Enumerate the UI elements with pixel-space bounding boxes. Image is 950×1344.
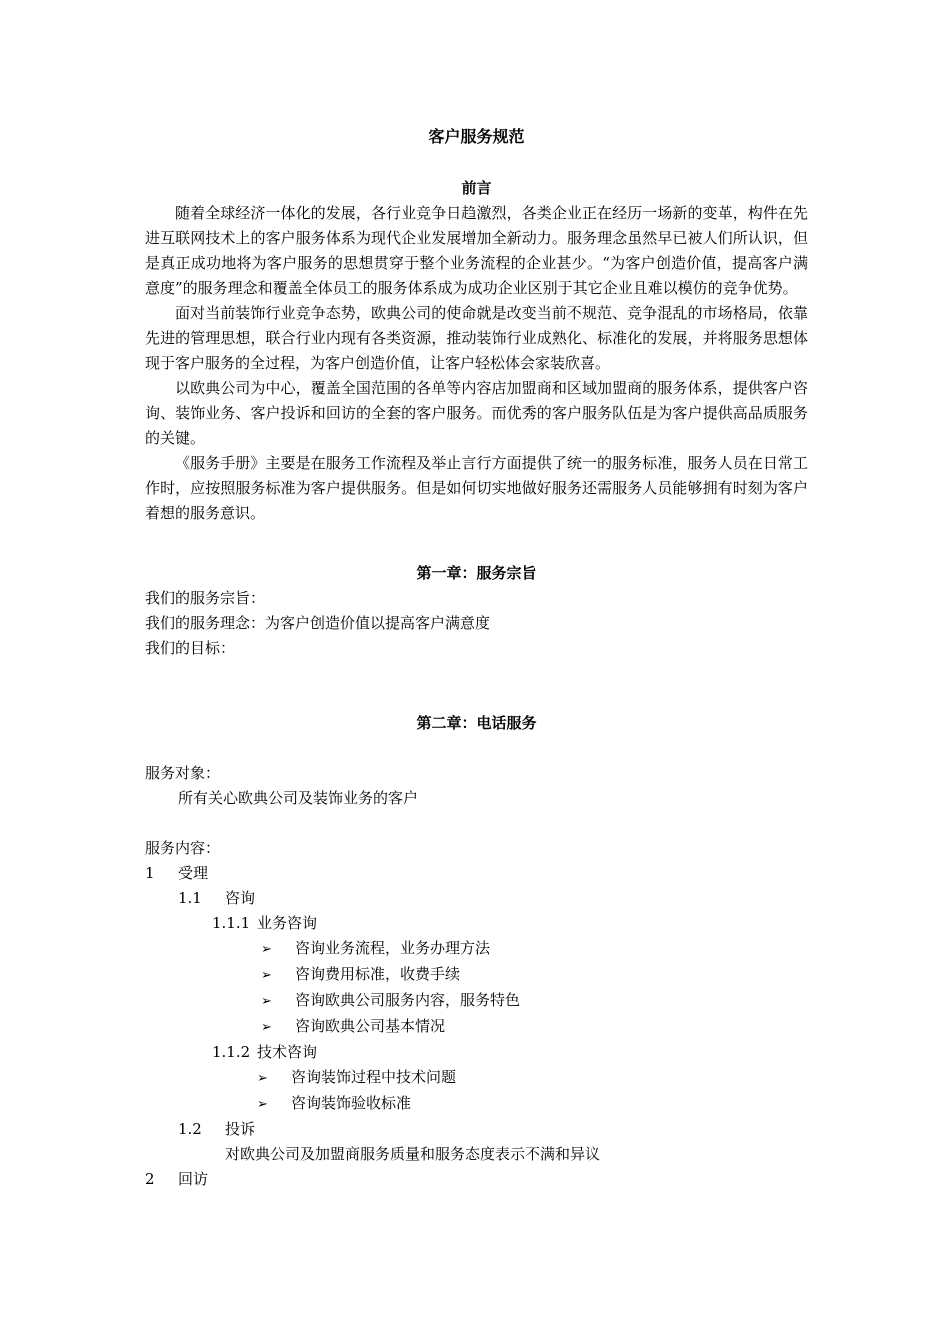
- bullet-text: 咨询装饰验收标准: [291, 1094, 412, 1112]
- spacer: [145, 526, 808, 561]
- list-item-level1: [145, 1167, 808, 1192]
- list-item-level2: [145, 886, 808, 911]
- complaint-description: 对欧典公司及加盟商服务质量和服务态度表示不满和异议: [225, 1145, 601, 1163]
- list-item-level3: [145, 911, 808, 936]
- list-number: 1: [145, 864, 155, 882]
- list-label: 咨询: [225, 889, 256, 907]
- document-body: [145, 124, 808, 1192]
- list-item-level3: [145, 1040, 808, 1065]
- list-label: 投诉: [225, 1120, 256, 1138]
- spacer: [145, 736, 808, 761]
- document-title: 客户服务规范: [428, 127, 525, 146]
- chapter2-heading: 第二章：电话服务: [416, 714, 537, 732]
- list-label: 业务咨询: [257, 914, 318, 932]
- bullet-text: 咨询欧典公司服务内容，服务特色: [295, 991, 521, 1009]
- preface-paragraph: 《服务手册》主要是在服务工作流程及举止言行方面提供了统一的服务标准，服务人员在日常工作时，应按照服务标准为客户提供服务。但是如何切实地做好服务还需服务人员能够拥有时刻为客户着想的服务意识。: [145, 454, 808, 522]
- arrow-bullet-icon: ➢: [261, 1020, 272, 1035]
- list-label: 回访: [178, 1170, 209, 1188]
- chapter1-heading: 第一章：服务宗旨: [416, 564, 537, 582]
- arrow-bullet-icon: ➢: [261, 942, 272, 957]
- bullet-item: [145, 1014, 808, 1040]
- bullet-item: [145, 1065, 808, 1091]
- list-item-level1: [145, 861, 808, 886]
- service-target-value: 所有关心欧典公司及装饰业务的客户: [178, 789, 419, 807]
- list-number: 1.1.2: [212, 1043, 251, 1061]
- bullet-text: 咨询业务流程，业务办理方法: [295, 939, 491, 957]
- spacer: [145, 811, 808, 836]
- arrow-bullet-icon: ➢: [257, 1097, 268, 1112]
- arrow-bullet-icon: ➢: [261, 994, 272, 1009]
- bullet-item: [145, 962, 808, 988]
- list-number: 2: [145, 1170, 155, 1188]
- preface-paragraph: 随着全球经济一体化的发展，各行业竞争日趋激烈，各类企业正在经历一场新的变革，构件在先进互联网技术上的客户服务体系为现代企业发展增加全新动力。服务理念虽然早已被人们所认识，但是真正成功地将为客户服务的思想贯穿于整个业务流程的企业甚少。“为客户创造价值，提高客户满意度”的服务理念和覆盖全体员工的服务体系成为成功企业区别于其它企业且难以模仿的竞争优势。: [145, 204, 808, 297]
- preface-heading: 前言: [461, 179, 492, 197]
- list-number: 1.1: [178, 889, 202, 907]
- bullet-text: 咨询欧典公司基本情况: [295, 1017, 446, 1035]
- chapter1-line: 我们的服务理念：为客户创造价值以提高客户满意度: [145, 614, 491, 632]
- spacer: [145, 661, 808, 711]
- bullet-text: 咨询装饰过程中技术问题: [291, 1068, 457, 1086]
- list-number: 1.2: [178, 1120, 202, 1138]
- bullet-item: [145, 936, 808, 962]
- list-label: 受理: [178, 864, 209, 882]
- bullet-item: [145, 1091, 808, 1117]
- preface-paragraph: 面对当前装饰行业竞争态势，欧典公司的使命就是改变当前不规范、竞争混乱的市场格局，依靠先进的管理思想，联合行业内现有各类资源，推动装饰行业成熟化、标准化的发展，并将服务思想体现于客户服务的全过程，为客户创造价值，让客户轻松体会家装欣喜。: [145, 304, 808, 372]
- list-item-level2: [145, 1117, 808, 1142]
- preface-paragraph: 以欧典公司为中心，覆盖全国范围的各单等内容店加盟商和区域加盟商的服务体系，提供客户咨询、装饰业务、客户投诉和回访的全套的客户服务。而优秀的客户服务队伍是为客户提供高品质服务的关键。: [145, 379, 808, 447]
- service-content-label: 服务内容：: [145, 839, 221, 857]
- chapter1-line: 我们的服务宗旨：: [145, 589, 266, 607]
- arrow-bullet-icon: ➢: [261, 968, 272, 983]
- chapter1-line: 我们的目标：: [145, 639, 236, 657]
- bullet-item: [145, 988, 808, 1014]
- bullet-text: 咨询费用标准，收费手续: [295, 965, 461, 983]
- service-target-label: 服务对象：: [145, 764, 221, 782]
- list-label: 技术咨询: [257, 1043, 318, 1061]
- arrow-bullet-icon: ➢: [257, 1071, 268, 1086]
- list-number: 1.1.1: [212, 914, 251, 932]
